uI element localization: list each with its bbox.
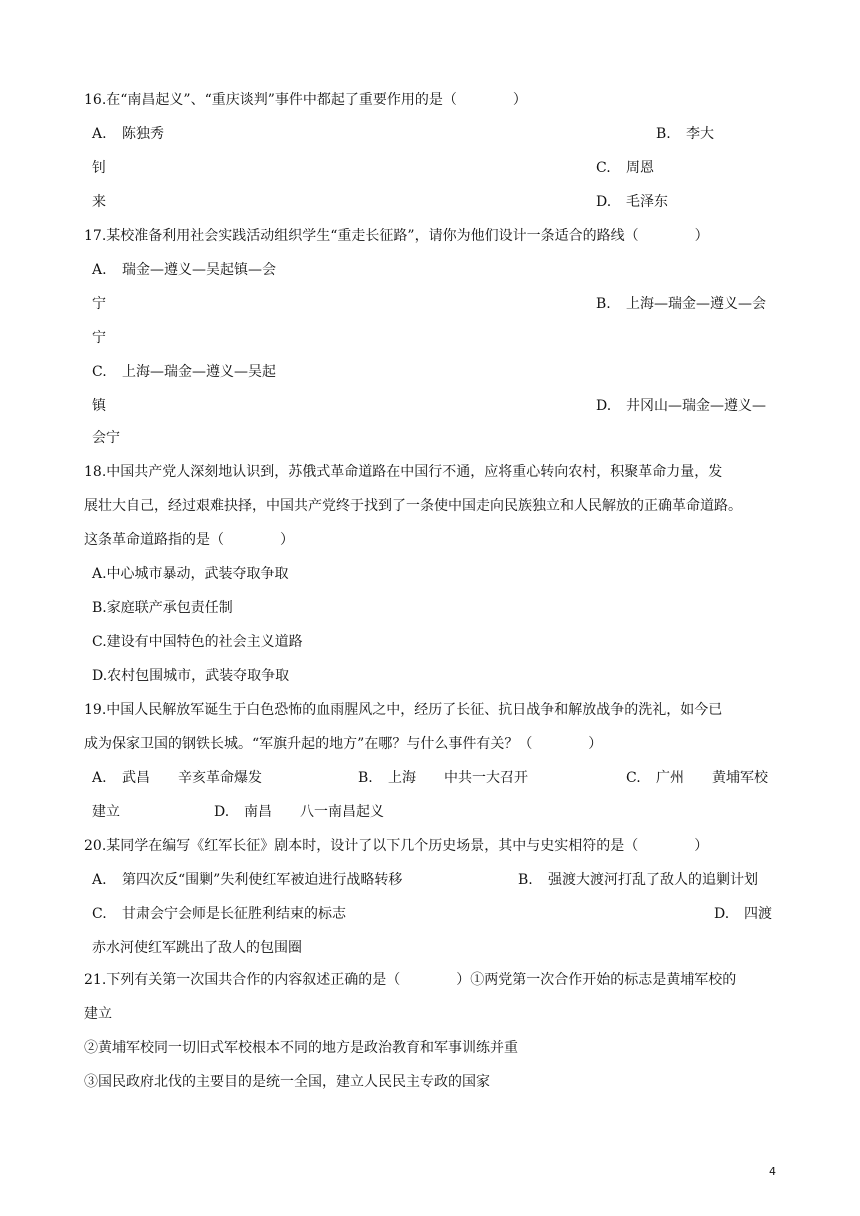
q16-option-c-wrap: 来 bbox=[92, 194, 106, 210]
option-letter: D. bbox=[596, 194, 612, 210]
question-21-stem-line-2: 建立 bbox=[84, 1006, 112, 1022]
option-letter: C. bbox=[596, 160, 611, 176]
option-text: 上海—瑞金—遵义—吴起 bbox=[122, 364, 276, 380]
option-text: 毛泽东 bbox=[626, 194, 668, 210]
option-letter: B. bbox=[596, 296, 611, 312]
question-18-stem-line-2: 展壮大自己，经过艰难抉择，中国共产党终于找到了一条使中国走向民族独立和人民解放的正确革命道路。 bbox=[84, 498, 742, 514]
question-20-stem: 20.某同学在编写《红军长征》剧本时，设计了以下几个历史场景，其中与史实相符的是（ ） bbox=[84, 838, 709, 854]
option-text: 第四次反“围剿”失利使红军被迫进行战略转移 bbox=[122, 872, 403, 888]
q17-option-d-wrap: 会宁 bbox=[92, 430, 120, 446]
option-text: 上海 中共一大召开 bbox=[388, 770, 528, 786]
q17-option-b-wrap: 宁 bbox=[92, 330, 106, 346]
q17-option-d bbox=[596, 396, 766, 416]
option-letter: A. bbox=[92, 872, 107, 888]
option-letter: A. bbox=[92, 262, 107, 278]
q18-option-c: C.建设有中国特色的社会主义道路 bbox=[92, 634, 303, 650]
q19-option-a bbox=[92, 768, 262, 788]
option-text: 强渡大渡河打乱了敌人的追剿计划 bbox=[548, 872, 758, 888]
option-letter: A. bbox=[92, 770, 107, 786]
q17-option-a-wrap: 宁 bbox=[92, 296, 106, 312]
option-text: 李大 bbox=[686, 126, 714, 142]
option-text: 广州 黄埔军校 bbox=[656, 770, 768, 786]
option-text: 武昌 辛亥革命爆发 bbox=[122, 770, 262, 786]
q17-option-b bbox=[596, 294, 766, 314]
option-letter: D. bbox=[714, 906, 730, 922]
q17-option-c-wrap: 镇 bbox=[92, 398, 106, 414]
q19-option-d bbox=[214, 802, 384, 822]
question-16-stem: 16.在“南昌起义”、“重庆谈判”事件中都起了重要作用的是（ ） bbox=[84, 92, 527, 108]
q20-option-c bbox=[92, 904, 346, 924]
option-text: 南昌 八一南昌起义 bbox=[244, 804, 384, 820]
q16-option-a bbox=[92, 124, 164, 144]
q19-option-c bbox=[626, 768, 768, 788]
q20-option-d bbox=[714, 904, 772, 924]
q16-option-d bbox=[596, 192, 668, 212]
option-text: 四渡 bbox=[744, 906, 772, 922]
option-text: 甘肃会宁会师是长征胜利结束的标志 bbox=[122, 906, 346, 922]
option-text: 周恩 bbox=[626, 160, 654, 176]
q16-option-b-wrap: 钊 bbox=[92, 160, 106, 176]
q17-option-c bbox=[92, 362, 276, 382]
q20-option-a bbox=[92, 870, 402, 890]
q20-option-b bbox=[518, 870, 758, 890]
option-text: 上海—瑞金—遵义—会 bbox=[626, 296, 766, 312]
q19-option-c-wrap: 建立 bbox=[92, 804, 120, 820]
q18-option-b: B.家庭联产承包责任制 bbox=[92, 600, 233, 616]
q18-option-d: D.农村包围城市，武装夺取争取 bbox=[92, 668, 290, 684]
option-letter: C. bbox=[92, 906, 107, 922]
q20-option-d-wrap: 赤水河使红军跳出了敌人的包围圈 bbox=[92, 940, 302, 956]
option-letter: A. bbox=[92, 126, 107, 142]
option-letter: B. bbox=[518, 872, 533, 888]
option-letter: B. bbox=[358, 770, 373, 786]
question-21-stem-line-1: 21.下列有关第一次国共合作的内容叙述正确的是（ ）①两党第一次合作开始的标志是黄埔军校的 bbox=[84, 972, 737, 988]
question-18-stem-line-3: 这条革命道路指的是（ ） bbox=[84, 532, 294, 548]
question-19-stem-line-1: 19.中国人民解放军诞生于白色恐怖的血雨腥风之中，经历了长征、抗日战争和解放战争的洗礼，如今已 bbox=[84, 702, 723, 718]
option-letter: C. bbox=[626, 770, 641, 786]
option-text: 陈独秀 bbox=[122, 126, 164, 142]
question-18-stem-line-1: 18.中国共产党人深刻地认识到，苏俄式革命道路在中国行不通，应将重心转向农村，积聚革命力量，发 bbox=[84, 464, 723, 480]
q16-option-b bbox=[656, 124, 714, 144]
q16-option-c bbox=[596, 158, 654, 178]
q21-statement-2: ②黄埔军校同一切旧式军校根本不同的地方是政治教育和军事训练并重 bbox=[84, 1040, 518, 1056]
q21-statement-3: ③国民政府北伐的主要目的是统一全国，建立人民民主专政的国家 bbox=[84, 1074, 490, 1090]
option-text: 瑞金—遵义—吴起镇—会 bbox=[122, 262, 276, 278]
page-number: 4 bbox=[769, 1165, 776, 1178]
option-letter: C. bbox=[92, 364, 107, 380]
question-17-stem: 17.某校准备利用社会实践活动组织学生“重走长征路”，请你为他们设计一条适合的路线（ ） bbox=[84, 228, 709, 244]
q18-option-a: A.中心城市暴动，武装夺取争取 bbox=[92, 566, 289, 582]
option-letter: B. bbox=[656, 126, 671, 142]
option-letter: D. bbox=[596, 398, 612, 414]
q17-option-a bbox=[92, 260, 276, 280]
option-letter: D. bbox=[214, 804, 230, 820]
option-text: 井冈山—瑞金—遵义— bbox=[626, 398, 766, 414]
question-19-stem-line-2: 成为保家卫国的钢铁长城。“军旗升起的地方”在哪？与什么事件有关？（ ） bbox=[84, 736, 603, 752]
q19-option-b bbox=[358, 768, 528, 788]
